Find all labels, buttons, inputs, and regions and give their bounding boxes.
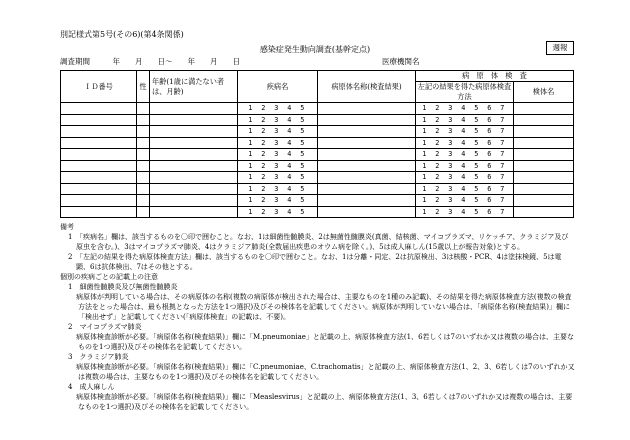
section-2-body: 病原体検査診断が必要。「病原体名称(検査結果)」欄に「M.pneumoniae」と記載の上、病原体検査方法(1、6若しくは7のいずれか又は複数の場合は、主要なものを1つ選択)及びその検体名を記載してください。: [76, 333, 574, 351]
table-row: [61, 103, 574, 115]
header-pathogen-name: 病原体名称(検査結果): [318, 71, 416, 103]
specimen-cell[interactable]: [514, 195, 574, 207]
table-row: [61, 195, 574, 207]
id-cell[interactable]: [61, 114, 137, 126]
sex-cell[interactable]: [137, 126, 150, 138]
note-1: 1 「疾病名」欄は、該当するものを〇印で囲むこと。なお、1は細菌性髄膜炎、2は無菌性髄膜炎(真菌、結核菌、マイコプラズマ、リケッチア、クラミジア及び原虫を含む。)、3はマイコプラズマ肺炎、4はクラミジア肺炎(全数届出疾患のオウム病を除く。)、5は成人麻しん(15歳以上が報告対象)とする。: [68, 233, 569, 251]
id-cell[interactable]: [61, 149, 137, 161]
disease-code-cell[interactable]: 1 2 3 4 5: [238, 195, 318, 207]
id-cell[interactable]: [61, 195, 137, 207]
test-method-code-cell[interactable]: 1 2 3 4 5 6 7: [416, 114, 514, 126]
test-method-code-cell[interactable]: 1 2 3 4 5 6 7: [416, 206, 514, 218]
header-sex: 性: [137, 71, 150, 103]
test-method-code-cell[interactable]: 1 2 3 4 5 6 7: [416, 149, 514, 161]
table-row: [61, 206, 574, 218]
specimen-cell[interactable]: [514, 103, 574, 115]
disease-code-cell[interactable]: 1 2 3 4 5: [238, 114, 318, 126]
note-2: 2 「左記の結果を得た病原体検査方法」欄は、該当するものを〇印で囲むこと。なお、1は分離・同定、2は抗原検出、3は核酸・PCR、4は塗抹検鏡、5は電顕、6は抗体検出、7はその他とする。: [68, 253, 562, 271]
test-method-code-cell[interactable]: 1 2 3 4 5 6 7: [416, 137, 514, 149]
pathogen-name-cell[interactable]: [318, 183, 416, 195]
age-cell[interactable]: [150, 160, 238, 172]
age-cell[interactable]: [150, 103, 238, 115]
sex-cell[interactable]: [137, 114, 150, 126]
case-table: [60, 70, 574, 218]
table-row: [61, 149, 574, 161]
pathogen-name-cell[interactable]: [318, 126, 416, 138]
section-3-title: 3 クラミジア肺炎: [68, 353, 129, 361]
weekly-report-badge: 週報: [546, 41, 574, 55]
disease-code-cell[interactable]: 1 2 3 4 5: [238, 149, 318, 161]
specimen-cell[interactable]: [514, 206, 574, 218]
disease-code-cell[interactable]: 1 2 3 4 5: [238, 126, 318, 138]
specimen-cell[interactable]: [514, 114, 574, 126]
age-cell[interactable]: [150, 149, 238, 161]
sex-cell[interactable]: [137, 183, 150, 195]
test-method-code-cell[interactable]: 1 2 3 4 5 6 7: [416, 103, 514, 115]
disease-code-cell[interactable]: 1 2 3 4 5: [238, 160, 318, 172]
sex-cell[interactable]: [137, 195, 150, 207]
id-cell[interactable]: [61, 103, 137, 115]
table-row: [61, 172, 574, 184]
specimen-cell[interactable]: [514, 126, 574, 138]
id-cell[interactable]: [61, 137, 137, 149]
disease-code-cell[interactable]: 1 2 3 4 5: [238, 172, 318, 184]
age-cell[interactable]: [150, 137, 238, 149]
pathogen-name-cell[interactable]: [318, 195, 416, 207]
sex-cell[interactable]: [137, 103, 150, 115]
age-cell[interactable]: [150, 172, 238, 184]
section-1-body: 病原体が判明している場合は、その病原体の名称(複数の病原体が検出された場合は、主要なものを1種のみ記載)、その結果を得た病原体検査方法(複数の検査方法をとった場合は、最も根拠となった方法を1つ選択)及びその検体名を記載してください。病原体が判明していない場合は、「病原体名称(検査結果)」欄に「検出せず」と記載してください(「病原体検査」の記載は、不要)。: [76, 293, 572, 321]
specimen-cell[interactable]: [514, 160, 574, 172]
header-pathogen-test: 病 原 体 検 査: [416, 71, 574, 82]
header-test-method: 左記の結果を得た病原体検査方法: [416, 82, 514, 103]
disease-code-cell[interactable]: 1 2 3 4 5: [238, 103, 318, 115]
pathogen-name-cell[interactable]: [318, 149, 416, 161]
sex-cell[interactable]: [137, 149, 150, 161]
sex-cell[interactable]: [137, 137, 150, 149]
test-method-code-cell[interactable]: 1 2 3 4 5 6 7: [416, 172, 514, 184]
disease-code-cell[interactable]: 1 2 3 4 5: [238, 137, 318, 149]
disease-code-cell[interactable]: 1 2 3 4 5: [238, 206, 318, 218]
survey-period-field[interactable]: 調査期間 年 月 日～ 年 月 日: [60, 57, 240, 66]
section-4-body: 病原体検査診断が必要。「病原体名称(検査結果)」欄に「Measlesvirus」と記載の上、病原体検査方法(1、3、6若しくは7のいずれか又は複数の場合は、主要なものを1つ選択)及びその検体名を記載してください。: [76, 393, 573, 411]
age-cell[interactable]: [150, 195, 238, 207]
id-cell[interactable]: [61, 172, 137, 184]
id-cell[interactable]: [61, 206, 137, 218]
section-2-title: 2 マイコプラズマ肺炎: [68, 323, 142, 331]
test-method-code-cell[interactable]: 1 2 3 4 5 6 7: [416, 126, 514, 138]
header-id-number: ＩＤ番号: [61, 71, 137, 103]
test-method-code-cell[interactable]: 1 2 3 4 5 6 7: [416, 195, 514, 207]
sex-cell[interactable]: [137, 206, 150, 218]
id-cell[interactable]: [61, 126, 137, 138]
notes-heading: 備考: [60, 223, 74, 231]
header-age: 年齢(1歳に満たない者は、月齢): [150, 71, 238, 103]
pathogen-name-cell[interactable]: [318, 206, 416, 218]
pathogen-name-cell[interactable]: [318, 103, 416, 115]
note-disease-specific-heading: 個別の疾病ごとの記載上の注意: [60, 273, 158, 281]
table-row: [61, 114, 574, 126]
pathogen-name-cell[interactable]: [318, 114, 416, 126]
specimen-cell[interactable]: [514, 137, 574, 149]
specimen-cell[interactable]: [514, 183, 574, 195]
header-specimen: 検体名: [514, 82, 574, 103]
specimen-cell[interactable]: [514, 149, 574, 161]
age-cell[interactable]: [150, 206, 238, 218]
table-row: [61, 160, 574, 172]
pathogen-name-cell[interactable]: [318, 172, 416, 184]
section-1-title: 1 細菌性髄膜炎及び無菌性髄膜炎: [68, 283, 178, 291]
age-cell[interactable]: [150, 114, 238, 126]
pathogen-name-cell[interactable]: [318, 160, 416, 172]
institution-name-field[interactable]: 医療機関名: [382, 57, 420, 66]
header-disease: 疾病名: [238, 71, 318, 103]
table-row: [61, 126, 574, 138]
section-3-body: 病原体検査診断が必要。「病原体名称(検査結果)」欄に「C.pneumoniae、C.trachomatis」と記載の上、病原体検査方法(1、2、3、6若しくは7のいずれか又は複数の場合は、主要なものを1つ選択)及びその検体名を記載してください。: [76, 363, 575, 381]
table-row: [61, 137, 574, 149]
notes-section: [60, 222, 575, 412]
specimen-cell[interactable]: [514, 172, 574, 184]
age-cell[interactable]: [150, 126, 238, 138]
form-title: 感染症発生動向調査(基幹定点): [259, 45, 371, 54]
test-method-code-cell[interactable]: 1 2 3 4 5 6 7: [416, 160, 514, 172]
section-4-title: 4 成人麻しん: [68, 383, 115, 391]
test-method-code-cell[interactable]: 1 2 3 4 5 6 7: [416, 183, 514, 195]
table-row: [61, 183, 574, 195]
pathogen-name-cell[interactable]: [318, 137, 416, 149]
sex-cell[interactable]: [137, 172, 150, 184]
sex-cell[interactable]: [137, 160, 150, 172]
id-cell[interactable]: [61, 160, 137, 172]
age-cell[interactable]: [150, 183, 238, 195]
id-cell[interactable]: [61, 183, 137, 195]
disease-code-cell[interactable]: 1 2 3 4 5: [238, 183, 318, 195]
form-identifier: 別記様式第5号(その6)(第4条関係): [60, 30, 184, 39]
